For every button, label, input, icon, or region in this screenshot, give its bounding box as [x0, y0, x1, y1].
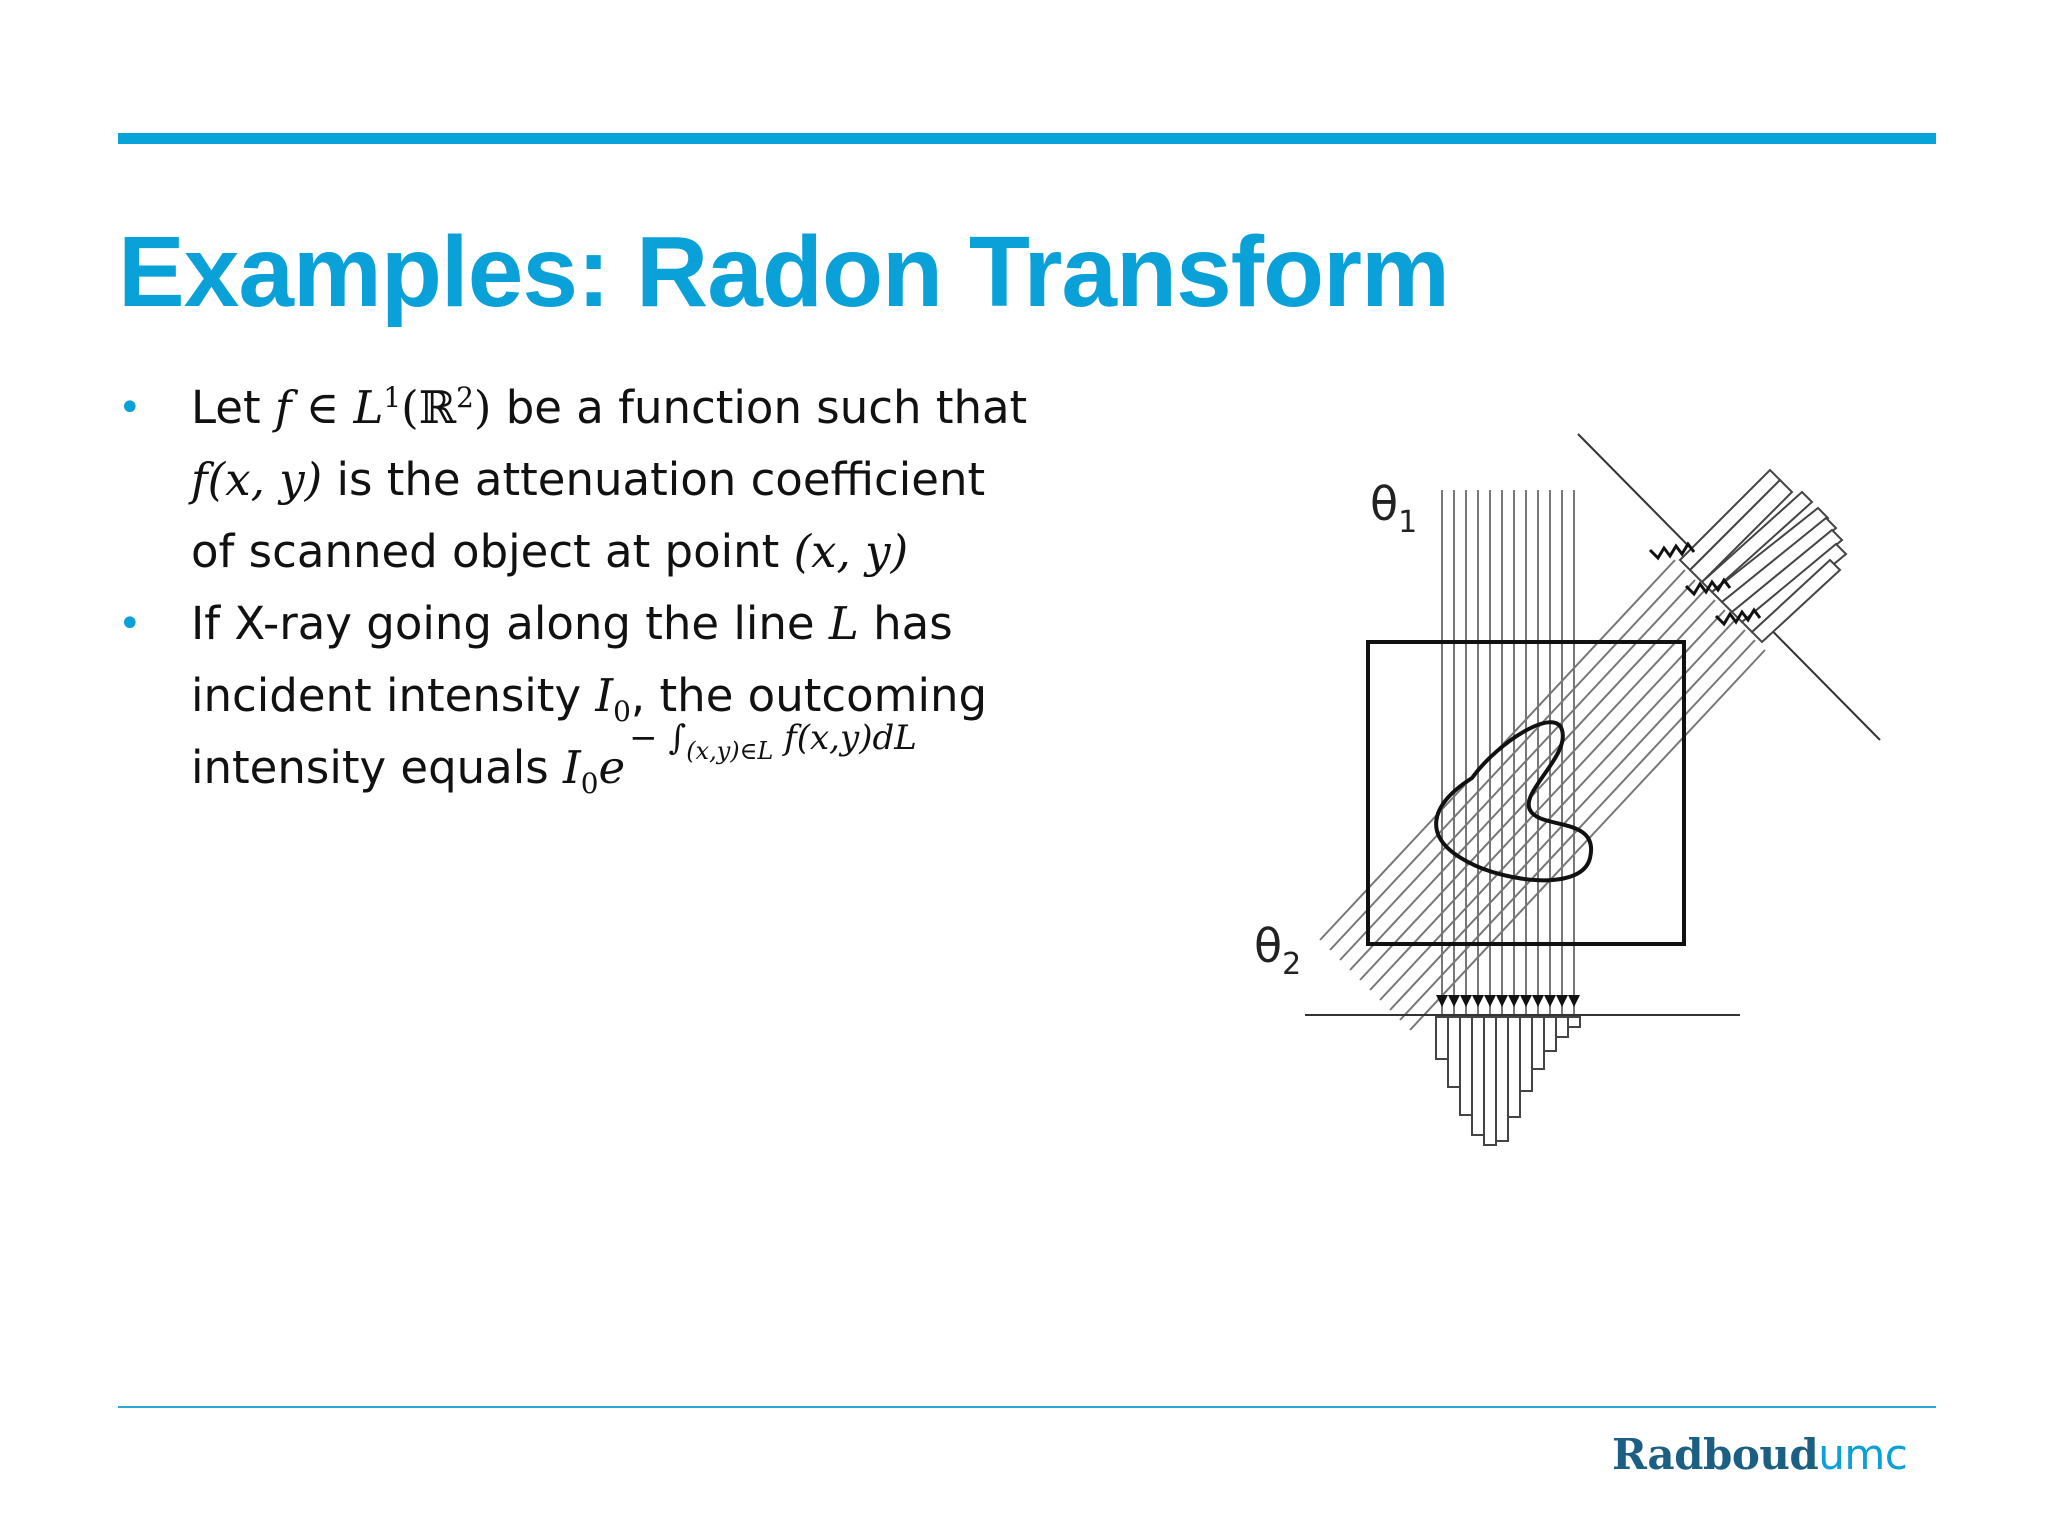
math-expression: f(x, y): [191, 453, 323, 506]
bullet-text: If X-ray going along the line: [191, 597, 829, 650]
math-expression: ): [473, 381, 492, 434]
exponent-integrand: f(x,y)dL: [773, 718, 917, 758]
math-expression: (ℝ: [401, 381, 457, 434]
bullet-marker: •: [118, 385, 142, 431]
radboudumc-logo: [1612, 1430, 1907, 1479]
radon-projection-diagram: [1240, 420, 1900, 1160]
math-expression: (x, y): [793, 525, 909, 578]
slide-title: Examples: Radon Transform: [118, 216, 1449, 328]
projection-histogram-theta1: [1680, 470, 1846, 642]
bullet-text: , the outcoming intensity equals: [191, 669, 988, 794]
bullet-list: [118, 372, 1038, 811]
math-expression: I: [595, 669, 614, 722]
math-subscript: 0: [580, 767, 599, 800]
exponent-integral: − ∫: [629, 718, 687, 758]
logo-wordmark-radboud: Radboud: [1612, 1430, 1819, 1479]
math-superscript: 2: [456, 381, 474, 414]
logo-wordmark-umc: umc: [1818, 1430, 1908, 1479]
math-superscript: 1: [383, 381, 402, 414]
math-expression: L: [828, 597, 859, 650]
theta2-label: $\theta_2$: [1254, 919, 1302, 982]
footer-divider: [118, 1406, 1936, 1408]
diagonal-ray-lines: [1320, 560, 1765, 1030]
math-exponent: [629, 718, 917, 765]
math-expression: I: [563, 741, 581, 794]
math-expression: e: [598, 741, 626, 794]
bullet-item-1: [118, 372, 1038, 588]
bullet-marker: •: [118, 601, 142, 647]
math-subscript: 0: [613, 695, 631, 728]
theta1-label: $\theta_1$: [1370, 477, 1418, 540]
bullet-text: Let: [191, 381, 275, 434]
arrowheads-theta2: [1436, 995, 1580, 1007]
projection-histogram-theta2: [1436, 1017, 1580, 1145]
bullet-text: be a function such that: [491, 381, 1028, 434]
bullet-text: is the attenuation coefficient of scanned object at point: [191, 453, 986, 578]
math-expression: f ∈ L: [274, 381, 384, 434]
integral-limit: (x,y)∈L: [686, 737, 774, 765]
top-divider: [118, 133, 1936, 144]
bullet-text: has incident intensity: [191, 597, 953, 722]
bullet-item-2: [118, 588, 1038, 811]
